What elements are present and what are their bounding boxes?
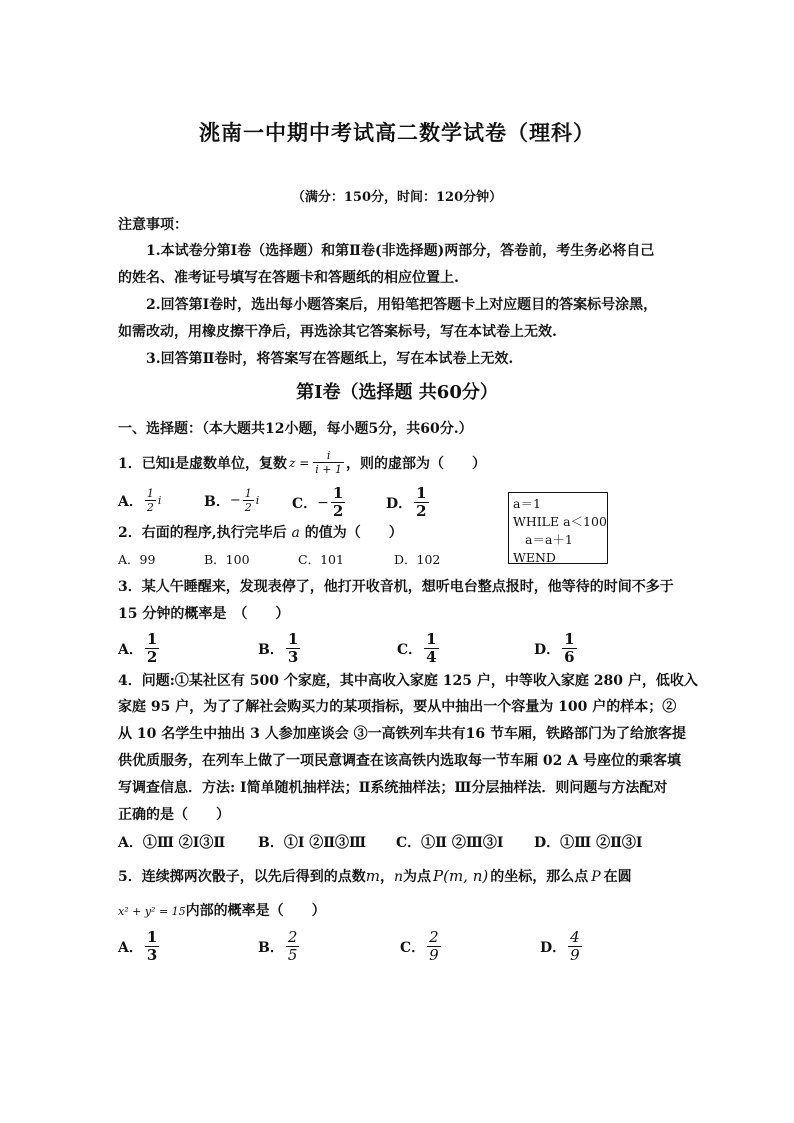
question-5-option-b (258, 930, 301, 963)
question-3-line-1: 3．某人午睡醒来，发现表停了，他打开收音机，想听电台整点报时，他等待的时间不多于 (118, 579, 674, 595)
question-3-option-b (258, 632, 302, 665)
numerator: 1 (416, 484, 427, 502)
denominator: 9 (429, 946, 439, 964)
question-1-option-b (204, 488, 259, 513)
notice-item-3: 3.回答第Ⅱ卷时，将答案写在答题纸上，写在本试卷上无效. (146, 351, 514, 367)
question-4-option-b: B．①Ⅰ ②Ⅱ③Ⅲ (258, 835, 367, 851)
question-5-option-a (118, 930, 161, 963)
question-4-line-2: 家庭 95 户，为了了解社会购买力的某项指标，要从中抽出一个容量为 100 户的样本；② (118, 699, 677, 715)
denominator: 2 (146, 501, 154, 514)
suffix: i (255, 494, 260, 507)
notice-item-1-line-2: 的姓名、准考证号填写在答题卡和答题纸的相应位置上. (118, 270, 459, 286)
question-5-text-b: 为点 (403, 869, 432, 885)
question-4-line-5: 写调查信息．方法: Ⅰ简单随机抽样法；Ⅱ系统抽样法；Ⅲ分层抽样法．则问题与方法配对 (118, 780, 668, 796)
question-2 (118, 522, 403, 542)
question-5-line-2 (118, 900, 326, 920)
question-1-option-d (386, 486, 431, 519)
option-label: A． (118, 939, 143, 956)
denominator: 3 (287, 648, 299, 666)
question-3-line-2: 15 分钟的概率是 （ ） (118, 606, 290, 622)
var-p: P (591, 869, 601, 885)
option-b-fraction (286, 930, 300, 963)
option-label: D． (534, 641, 561, 658)
question-2-text-a: 2．右面的程序,执行完毕后 (118, 525, 287, 541)
question-1-text-a: 1．已知i是虚数单位，复数 (118, 455, 288, 472)
question-2-text-b: 的值为（ ） (304, 525, 403, 541)
question-2-option-b: B．100 (204, 552, 250, 567)
question-5-option-d (540, 930, 584, 963)
question-3-option-d (534, 632, 579, 665)
page-title: 洮南一中期中考试高二数学试卷（理科） (199, 120, 595, 145)
option-label: C． (292, 495, 318, 512)
numerator: 1 (287, 630, 299, 648)
question-5-line-1 (118, 866, 632, 886)
point-p: P(m, n) (433, 867, 489, 885)
question-2-variable: a (291, 525, 300, 541)
option-c-fraction (424, 632, 438, 665)
question-5-text-d: 在圆 (603, 869, 632, 885)
option-a-fraction (145, 488, 156, 513)
question-1-fraction-denominator: i + 1 (315, 463, 342, 476)
numerator: 2 (287, 928, 298, 946)
denominator: 2 (146, 648, 158, 666)
denominator: 9 (570, 946, 580, 964)
question-1-option-c (292, 486, 347, 519)
program-code-box (508, 492, 608, 564)
question-4-option-c: C．①Ⅱ ②Ⅲ③Ⅰ (396, 835, 504, 851)
option-b-fraction (286, 632, 300, 665)
question-4-line-6: 正确的是（ ） (118, 807, 230, 823)
numerator: 1 (146, 630, 158, 648)
question-1-fraction (313, 450, 344, 475)
numerator: 1 (146, 928, 158, 946)
question-1-fraction-numerator: i (326, 449, 331, 462)
option-c-fraction (427, 930, 441, 963)
question-4-option-a: A．①Ⅲ ②Ⅰ③Ⅱ (118, 835, 226, 851)
option-label: A． (118, 493, 143, 510)
option-a-fraction (145, 930, 159, 963)
option-d-fraction (562, 632, 576, 665)
suffix: i (157, 494, 162, 507)
question-5-text-a: 5．连续掷两次骰子，以先后得到的点数 (118, 869, 366, 885)
option-a-fraction (145, 632, 159, 665)
option-label: D． (540, 939, 567, 956)
question-5-option-c (400, 930, 443, 963)
question-1-text-b: ，则的虚部为（ ） (346, 455, 486, 472)
notice-item-2-line-2: 如需改动，用橡皮擦干净后，再选涂其它答案标号，写在本试卷上无效. (118, 324, 557, 340)
option-d-fraction (414, 486, 428, 519)
numerator: 1 (332, 484, 344, 502)
var-m: m (365, 867, 380, 885)
option-label: B． (258, 939, 284, 956)
denominator: 4 (426, 648, 437, 666)
separator: ， (379, 869, 394, 885)
numerator: 1 (564, 630, 575, 648)
sign: − (317, 494, 329, 511)
option-label: D． (386, 495, 413, 512)
exam-meta: （满分：150分，时间：120分钟） (291, 190, 503, 205)
denominator: 2 (244, 501, 252, 514)
question-3-option-a (118, 632, 161, 665)
denominator: 5 (287, 946, 298, 964)
numerator: 1 (244, 487, 252, 500)
question-5-text-e: 内部的概率是（ ） (185, 903, 326, 919)
code-line-2: WHILE a＜100 (513, 514, 607, 529)
section-title: 第Ⅰ卷（选择题 共60分） (296, 382, 498, 403)
denominator: 6 (564, 648, 575, 666)
option-b-fraction (243, 488, 254, 513)
option-label: C． (400, 939, 426, 956)
numerator: 4 (570, 928, 580, 946)
question-2-option-c: C．101 (298, 552, 344, 567)
question-2-option-d: D．102 (394, 552, 441, 567)
option-label: B． (258, 641, 284, 658)
denominator: 2 (332, 502, 344, 520)
code-line-1: a＝1 (513, 496, 541, 511)
numerator: 2 (429, 928, 439, 946)
numerator: 1 (146, 487, 154, 500)
question-1-option-a (118, 488, 161, 513)
notice-item-1-line-1: 1.本试卷分第Ⅰ卷（选择题）和第Ⅱ卷(非选择题)两部分，答卷前，考生务必将自己 (146, 243, 655, 259)
var-n: n (393, 869, 404, 885)
option-label: A． (118, 641, 143, 658)
code-line-3: a＝a＋1 (525, 532, 573, 547)
denominator: 3 (146, 946, 158, 964)
question-4-line-3: 从 10 名学生中抽出 3 人参加座谈会 ③一高铁列车共有16 节车厢，铁路部门为了给旅客提 (118, 726, 686, 742)
denominator: 2 (416, 502, 427, 520)
question-2-option-a: A．99 (118, 552, 156, 567)
question-5-text-c: 的坐标，那么点 (490, 869, 589, 885)
question-4-line-1: 4．问题:①某社区有 500 个家庭，其中高收入家庭 125 户，中等收入家庭 280 户，低收入 (118, 673, 698, 689)
question-3-option-c (397, 632, 441, 665)
option-label: C． (397, 641, 423, 658)
question-1-z: z = (289, 455, 310, 470)
code-line-4: WEND (513, 550, 556, 565)
part-heading: 一、选择题：（本大题共12小题，每小题5分，共60分.） (118, 421, 473, 437)
question-4-line-4: 供优质服务，在列车上做了一项民意调查在该高铁内选取每一节车厢 02 A 号座位的乘客填 (118, 753, 681, 769)
question-4-option-d: D．①Ⅲ ②Ⅱ③Ⅰ (534, 835, 643, 851)
question-1 (118, 450, 486, 475)
option-c-fraction (331, 486, 345, 519)
notice-item-2-line-1: 2.回答第Ⅰ卷时，选出每小题答案后，用铅笔把答题卡上对应题目的答案标号涂黑， (146, 297, 658, 313)
option-d-fraction (568, 930, 582, 963)
option-label: B． (204, 493, 230, 510)
circle-equation: x² + y² = 15 (118, 905, 186, 918)
notice-heading: 注意事项： (118, 217, 188, 233)
numerator: 1 (426, 630, 437, 648)
sign: − (229, 493, 241, 508)
